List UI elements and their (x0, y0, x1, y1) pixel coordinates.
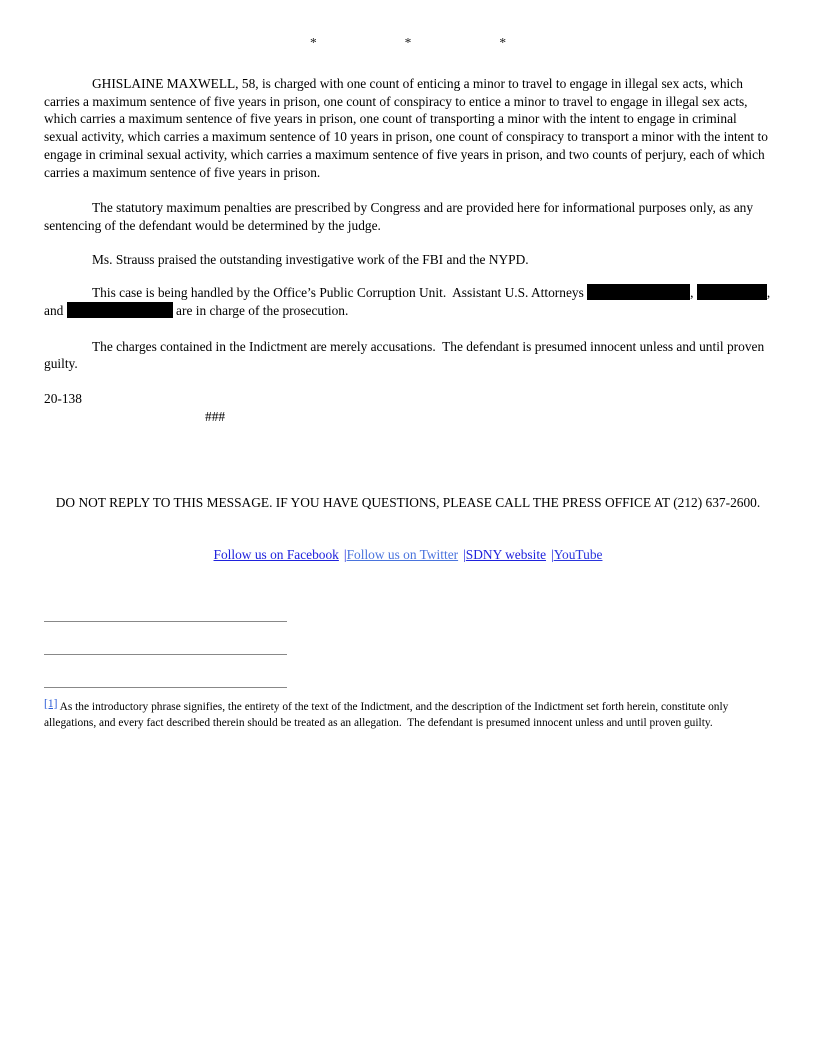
social-links-row (44, 546, 772, 564)
paragraph-case-handling (44, 284, 772, 319)
link-follow-twitter[interactable]: Follow us on Twitter (346, 547, 459, 563)
footnote-divider-line (44, 621, 287, 622)
link-youtube[interactable]: YouTube (553, 547, 603, 563)
link-separator-pipe: | (463, 547, 466, 563)
link-separator-pipe: | (343, 547, 347, 563)
star-glyph: * (404, 35, 412, 50)
paragraph-statutory-penalties: The statutory maximum penalties are prescribed by Congress and are provided here for informational purposes only, as any sentencing of the defendant would be determined by the judge. (44, 200, 757, 233)
footnote-reference-link[interactable]: [1] (44, 697, 58, 710)
link-separator-pipe: | (551, 547, 554, 563)
star-glyph: * (499, 35, 507, 50)
star-glyph: * (309, 35, 317, 50)
footnote (44, 697, 772, 731)
redaction-box (67, 302, 173, 318)
redaction-box (587, 284, 617, 300)
paragraph-charges: GHISLAINE MAXWELL, 58, is charged with one count of enticing a minor to travel to engage in illegal sex acts, which carries a maximum sentence of five years in prison, one count of conspiracy to entice a minor to travel to engage in illegal sex acts, which carries a maximum sentence of five years in prison, one count of transporting a minor with the intent to engage in criminal sexual activity, which carries a maximum sentence of 10 years in prison, one count of conspiracy to transport a minor with the intent to engage in criminal sexual activity, which carries a maximum sentence of five years in prison, and two counts of perjury, each of which carries a maximum sentence of five years in prison. (44, 76, 772, 180)
link-sdny-website[interactable]: SDNY website (465, 547, 547, 563)
do-not-reply-notice: DO NOT REPLY TO THIS MESSAGE. IF YOU HAVE QUESTIONS, PLEASE CALL THE PRESS OFFICE AT (212) 637-2600. (55, 494, 761, 510)
case-handling-text: This case is being handled by the Office’s Public Corruption Unit. Assistant U.S. Attorneys (92, 285, 588, 301)
end-marker-text: ### (205, 408, 226, 424)
footnote-text: As the introductory phrase signifies, the entirety of the text of the Indictment, and the description of the Indictment set forth herein, constitute only allegations, and every fact described therein should be treated as an allegation. The defendant is presumed innocent unless and until proven guilty. (44, 700, 732, 729)
paragraph-fbi-nypd-praise: Ms. Strauss praised the outstanding investigative work of the FBI and the NYPD. (92, 251, 529, 267)
link-follow-facebook[interactable]: Follow us on Facebook (213, 547, 339, 563)
end-marker (44, 408, 772, 426)
section-separator-stars (44, 34, 772, 52)
paragraph-presumed-innocent: The charges contained in the Indictment are merely accusations. The defendant is presumed innocent unless and until proven guilty. (44, 338, 768, 372)
case-number: 20-138 (44, 391, 82, 407)
footnote-divider-line (44, 687, 287, 688)
footnote-divider-line (44, 654, 287, 655)
case-handling-text-end: are in charge of the prosecution. (172, 303, 349, 319)
redaction-box (617, 284, 690, 300)
redaction-box (697, 284, 767, 300)
comma-separator: , (690, 285, 697, 301)
and-separator: , and (44, 285, 774, 319)
